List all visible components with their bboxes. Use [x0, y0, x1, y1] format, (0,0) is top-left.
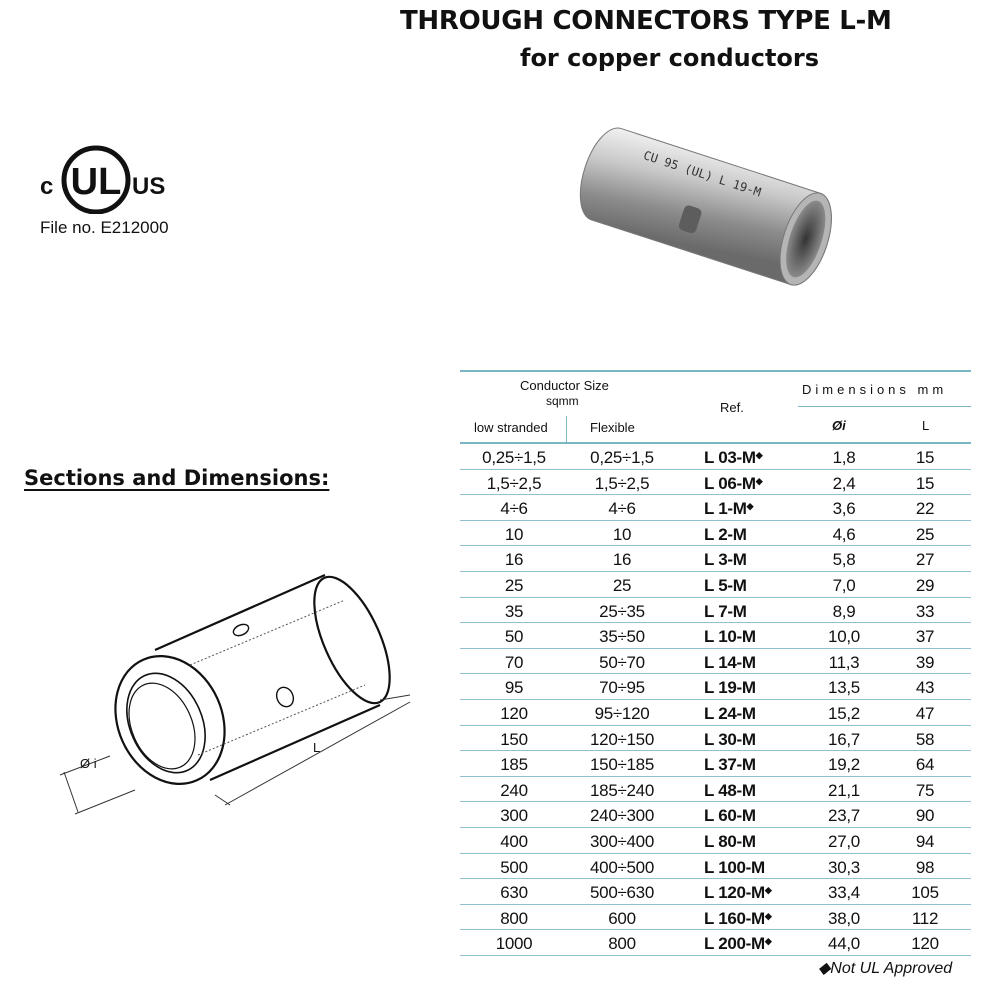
- cell-diameter: 21,1: [828, 780, 860, 800]
- not-ul-marker-icon: ◆: [755, 475, 763, 486]
- table-row: [460, 879, 971, 905]
- table-row: [460, 546, 971, 572]
- cell-low-stranded: 120: [500, 703, 528, 723]
- cell-low-stranded: 16: [504, 550, 524, 570]
- cell-flexible: 1,5÷2,5: [594, 473, 650, 493]
- length-label: L: [313, 740, 321, 755]
- cell-length: 15: [915, 448, 935, 467]
- footnote: ◆Not UL Approved: [818, 960, 953, 977]
- cell-diameter: 44,0: [828, 934, 860, 954]
- photo-marking-text: CU 95 (UL) L 19-M: [641, 148, 763, 200]
- cell-ref: L 06-M◆: [704, 473, 763, 493]
- cell-flexible: 50÷70: [599, 652, 645, 672]
- cell-flexible: 25÷35: [599, 601, 645, 621]
- row-separator: [460, 955, 971, 956]
- cell-ref: L 30-M: [704, 729, 756, 749]
- cell-length: 39: [915, 652, 935, 672]
- cell-ref: L 160-M◆: [704, 908, 772, 928]
- cell-diameter: 13,5: [828, 678, 860, 698]
- cell-low-stranded: 0,25÷1,5: [482, 448, 546, 467]
- cell-flexible: 10: [612, 524, 632, 544]
- table-row: [460, 700, 971, 726]
- cell-flexible: 600: [608, 908, 636, 928]
- cell-diameter: 30,3: [828, 857, 860, 877]
- cell-low-stranded: 240: [500, 780, 528, 800]
- ul-file-number: File no. E212000: [40, 218, 169, 237]
- cell-flexible: 0,25÷1,5: [590, 448, 654, 467]
- table-row: [460, 572, 971, 598]
- cell-ref: L 7-M: [704, 601, 747, 621]
- cell-length: 27: [915, 550, 935, 570]
- not-ul-marker-icon: ◆: [755, 450, 763, 460]
- cell-low-stranded: 4÷6: [500, 499, 528, 519]
- cell-low-stranded: 150: [500, 729, 528, 749]
- header-divider: [566, 416, 567, 442]
- sections-heading: Sections and Dimensions:: [24, 466, 330, 490]
- conductor-size-header: Conductor Size: [520, 378, 609, 393]
- cell-ref: L 80-M: [704, 831, 756, 851]
- cell-ref: L 37-M: [704, 755, 756, 775]
- cell-ref: L 3-M: [704, 550, 747, 570]
- table-row: [460, 726, 971, 752]
- cell-ref: L 14-M: [704, 652, 756, 672]
- cell-flexible: 70÷95: [599, 678, 645, 698]
- cell-flexible: 300÷400: [590, 831, 654, 851]
- cell-flexible: 150÷185: [590, 755, 654, 775]
- table-row: [460, 905, 971, 931]
- cell-ref: L 1-M◆: [704, 499, 754, 519]
- cell-diameter: 8,9: [832, 601, 856, 621]
- cell-ref: L 19-M: [704, 678, 756, 698]
- low-stranded-header: low stranded: [474, 420, 548, 435]
- table-row: [460, 777, 971, 803]
- connector-dimension-drawing: [50, 560, 430, 820]
- cell-length: 37: [915, 627, 935, 647]
- cell-flexible: 4÷6: [608, 499, 636, 519]
- cell-diameter: 38,0: [828, 908, 860, 928]
- cell-diameter: 27,0: [828, 831, 860, 851]
- cell-ref: L 200-M◆: [704, 934, 772, 954]
- table-row: [460, 521, 971, 547]
- page-subtitle: for copper conductors: [520, 44, 820, 72]
- table-row: [460, 828, 971, 854]
- cell-low-stranded: 630: [500, 883, 528, 903]
- table-row: [460, 751, 971, 777]
- cell-low-stranded: 300: [500, 806, 528, 826]
- cell-diameter: 23,7: [828, 806, 860, 826]
- cell-ref: L 5-M: [704, 575, 747, 595]
- cell-flexible: 185÷240: [590, 780, 654, 800]
- cell-diameter: 7,0: [832, 575, 856, 595]
- table-row: [460, 854, 971, 880]
- cell-length: 75: [915, 780, 935, 800]
- cell-ref: L 48-M: [704, 780, 756, 800]
- cell-length: 29: [915, 575, 935, 595]
- cell-length: 120: [911, 934, 939, 954]
- cell-length: 58: [915, 729, 935, 749]
- cell-low-stranded: 50: [504, 627, 524, 647]
- cell-diameter: 16,7: [828, 729, 860, 749]
- cell-diameter: 2,4: [832, 473, 856, 493]
- table-row: [460, 495, 971, 521]
- cell-low-stranded: 95: [504, 678, 524, 698]
- not-ul-marker-icon: ◆: [764, 910, 772, 921]
- cell-diameter: 15,2: [828, 703, 860, 723]
- cell-length: 112: [911, 908, 939, 928]
- table-row: [460, 649, 971, 675]
- cell-ref: L 100-M: [704, 857, 765, 877]
- cell-low-stranded: 500: [500, 857, 528, 877]
- cell-diameter: 3,6: [832, 499, 856, 519]
- cell-low-stranded: 400: [500, 831, 528, 851]
- cell-diameter: 5,8: [832, 550, 856, 570]
- cell-flexible: 120÷150: [590, 729, 654, 749]
- cell-low-stranded: 1,5÷2,5: [486, 473, 542, 493]
- cell-length: 15: [915, 473, 935, 493]
- cell-flexible: 800: [608, 934, 636, 954]
- diameter-label: Ø i: [80, 756, 97, 771]
- cell-diameter: 33,4: [828, 883, 860, 903]
- not-ul-marker-icon: ◆: [764, 936, 772, 947]
- cell-low-stranded: 1000: [495, 934, 533, 954]
- not-ul-marker-icon: ◆: [746, 501, 754, 512]
- cell-length: 98: [915, 857, 935, 877]
- cell-ref: L 03-M◆: [704, 448, 763, 467]
- cell-ref: L 2-M: [704, 524, 747, 544]
- cell-low-stranded: 800: [500, 908, 528, 928]
- cell-ref: L 120-M◆: [704, 883, 772, 903]
- cell-low-stranded: 10: [504, 524, 524, 544]
- length-header: L: [922, 418, 930, 433]
- cell-length: 33: [915, 601, 935, 621]
- table-row: [460, 674, 971, 700]
- cell-diameter: 1,8: [832, 448, 856, 467]
- cell-diameter: 11,3: [828, 652, 860, 672]
- cell-flexible: 95÷120: [594, 703, 650, 723]
- unit-header: sqmm: [546, 394, 579, 408]
- table-row: [460, 623, 971, 649]
- cell-length: 47: [915, 703, 935, 723]
- table-row: [460, 930, 971, 956]
- cell-diameter: 19,2: [828, 755, 860, 775]
- cell-low-stranded: 35: [504, 601, 524, 621]
- cell-length: 94: [915, 831, 935, 851]
- dimensions-header: Dimensions mm: [802, 382, 948, 397]
- not-ul-marker-icon: ◆: [764, 885, 772, 896]
- cell-ref: L 60-M: [704, 806, 756, 826]
- table-row: [460, 598, 971, 624]
- page-title: THROUGH CONNECTORS TYPE L-M: [400, 6, 892, 36]
- cell-length: 64: [915, 755, 935, 775]
- ul-logo-us-text: US: [132, 173, 166, 200]
- cell-flexible: 400÷500: [590, 857, 654, 877]
- cell-ref: L 24-M: [704, 703, 756, 723]
- ul-logo-c-text: c: [40, 173, 54, 200]
- cell-diameter: 10,0: [828, 627, 860, 647]
- cell-low-stranded: 70: [504, 652, 524, 672]
- cell-length: 90: [915, 806, 935, 826]
- dimensions-rule: [798, 406, 971, 407]
- connector-product-photo: [560, 100, 860, 320]
- cell-length: 25: [915, 524, 935, 544]
- cell-ref: L 10-M: [704, 627, 756, 647]
- flexible-header: Flexible: [590, 420, 635, 435]
- cell-length: 43: [915, 678, 935, 698]
- cell-flexible: 16: [612, 550, 632, 570]
- cell-length: 22: [915, 499, 935, 519]
- cell-low-stranded: 185: [500, 755, 528, 775]
- ref-header: Ref.: [720, 400, 744, 415]
- cell-low-stranded: 25: [504, 575, 524, 595]
- table-body: [460, 444, 971, 956]
- table-row: [460, 470, 971, 496]
- cell-length: 105: [911, 883, 939, 903]
- diameter-header: Øi: [832, 418, 846, 433]
- ul-logo-mark-text: UL: [70, 161, 122, 203]
- table-row: [460, 802, 971, 828]
- ul-certification-logo: [38, 134, 178, 214]
- cell-flexible: 25: [612, 575, 632, 595]
- cell-flexible: 35÷50: [599, 627, 645, 647]
- cell-flexible: 240÷300: [590, 806, 654, 826]
- table-top-rule: [460, 370, 971, 372]
- table-row: [460, 444, 971, 470]
- cell-flexible: 500÷630: [590, 883, 654, 903]
- cell-diameter: 4,6: [832, 524, 856, 544]
